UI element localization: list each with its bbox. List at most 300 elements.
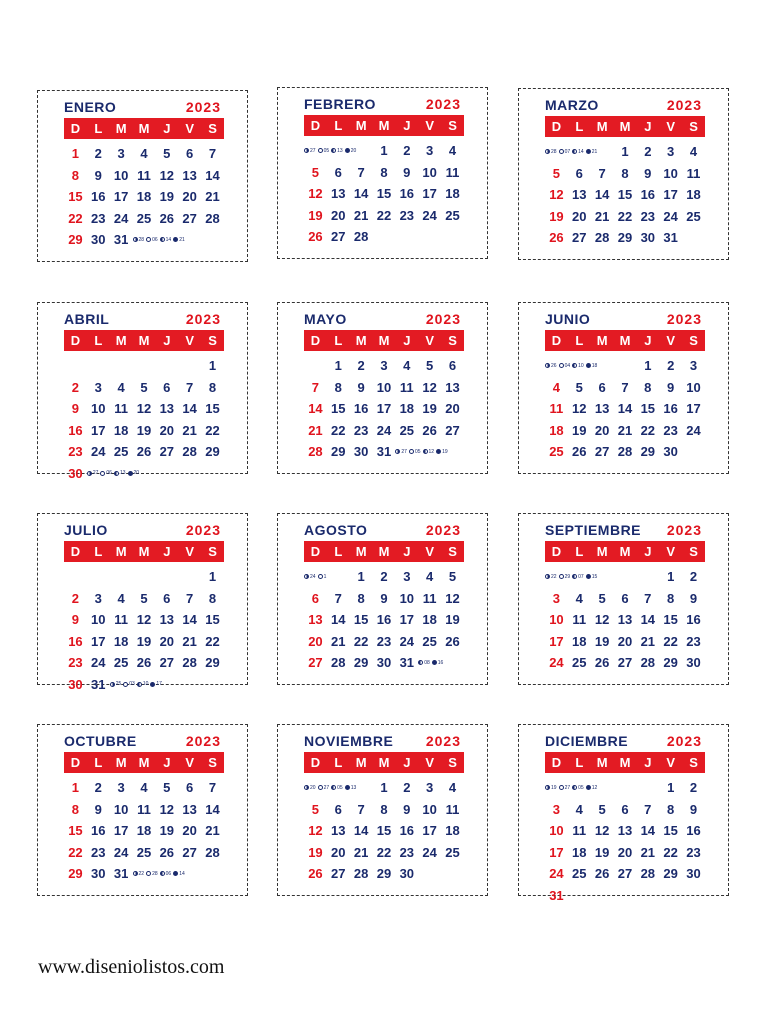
moon-day: 27 bbox=[323, 784, 330, 791]
weekday-label: J bbox=[403, 544, 411, 559]
weekday-label: L bbox=[334, 118, 343, 133]
week-row bbox=[64, 609, 224, 631]
date-cell: 30 bbox=[686, 655, 701, 671]
sunday-date: 29 bbox=[68, 232, 83, 248]
date-cell: 26 bbox=[159, 844, 175, 860]
moon-day: 21 bbox=[591, 148, 598, 155]
moon-phase bbox=[318, 148, 330, 154]
date-cell: 23 bbox=[91, 210, 106, 226]
date-cell: 28 bbox=[640, 866, 656, 882]
sunday-date: 12 bbox=[308, 186, 323, 202]
date-cell: 28 bbox=[182, 655, 197, 671]
date-cell: 22 bbox=[376, 844, 392, 860]
year-label: 2023 bbox=[666, 733, 702, 749]
date-cell: 23 bbox=[353, 422, 369, 438]
weekday-label: S bbox=[448, 333, 457, 348]
date-cell: 22 bbox=[617, 208, 633, 224]
date-cell: 10 bbox=[663, 165, 678, 181]
date-cell: 17 bbox=[376, 401, 392, 417]
week-row bbox=[304, 205, 464, 227]
date-cell: 14 bbox=[205, 167, 220, 183]
new-moon-icon bbox=[432, 660, 437, 665]
date-cell: 26 bbox=[594, 866, 610, 882]
date-cell: 19 bbox=[572, 422, 587, 438]
sunday-date: 10 bbox=[549, 823, 564, 839]
date-cell: 25 bbox=[399, 422, 415, 438]
sunday-date: 31 bbox=[549, 887, 564, 903]
moon-day: 16 bbox=[437, 659, 444, 666]
date-cell: 25 bbox=[572, 866, 587, 882]
moon-phases bbox=[133, 237, 185, 243]
week-row bbox=[545, 609, 705, 631]
date-cell: 27 bbox=[159, 655, 175, 671]
weekday-label: M bbox=[378, 544, 390, 559]
date-cell: 10 bbox=[91, 612, 106, 628]
date-cell: 23 bbox=[640, 208, 656, 224]
week-row bbox=[304, 609, 464, 631]
days-grid bbox=[64, 355, 224, 484]
days-grid bbox=[304, 566, 464, 674]
new-moon-icon bbox=[586, 785, 591, 790]
weekday-header bbox=[545, 541, 705, 562]
sunday-date: 14 bbox=[308, 401, 323, 417]
week-row bbox=[64, 674, 224, 696]
date-cell: 8 bbox=[334, 379, 342, 395]
date-cell: 18 bbox=[136, 189, 152, 205]
date-cell: 7 bbox=[357, 801, 365, 817]
moon-phase bbox=[173, 871, 185, 877]
date-cell: 6 bbox=[163, 590, 171, 606]
sunday-date: 26 bbox=[308, 229, 323, 245]
month-card-octubre bbox=[37, 724, 248, 896]
leading-space bbox=[545, 785, 659, 791]
weekday-label: M bbox=[138, 544, 150, 559]
date-cell: 20 bbox=[617, 844, 633, 860]
weekday-label: L bbox=[94, 333, 103, 348]
moon-day: 19 bbox=[551, 784, 557, 791]
date-cell: 24 bbox=[376, 422, 392, 438]
date-cell: 4 bbox=[140, 780, 148, 796]
date-cell: 11 bbox=[114, 612, 128, 628]
month-card-noviembre bbox=[277, 724, 488, 896]
date-cell: 7 bbox=[644, 801, 652, 817]
date-cell: 14 bbox=[182, 401, 197, 417]
date-cell: 7 bbox=[357, 164, 365, 180]
date-cell: 15 bbox=[331, 401, 346, 417]
date-cell: 6 bbox=[334, 164, 342, 180]
month-name: OCTUBRE bbox=[64, 733, 137, 749]
month-header bbox=[545, 96, 702, 114]
leading-space bbox=[304, 785, 373, 791]
date-cell: 11 bbox=[399, 379, 414, 395]
week-row bbox=[64, 777, 224, 799]
weekday-label: D bbox=[310, 333, 321, 348]
days-grid bbox=[64, 777, 224, 885]
weekday-label: M bbox=[355, 118, 367, 133]
date-cell: 30 bbox=[376, 655, 392, 671]
first-quarter-icon bbox=[545, 574, 550, 579]
week-row bbox=[64, 463, 224, 485]
moon-day: 15 bbox=[591, 573, 598, 580]
date-cell: 14 bbox=[594, 187, 610, 203]
date-cell: 31 bbox=[376, 444, 392, 460]
date-cell: 16 bbox=[353, 401, 369, 417]
moon-phase bbox=[572, 785, 584, 791]
date-cell: 30 bbox=[399, 866, 415, 882]
sunday-date: 9 bbox=[71, 401, 80, 417]
date-cell: 6 bbox=[186, 780, 194, 796]
week-row bbox=[545, 441, 705, 463]
date-cell: 5 bbox=[448, 569, 457, 585]
date-cell: 18 bbox=[136, 823, 152, 839]
date-cell: 8 bbox=[208, 379, 217, 395]
date-cell: 28 bbox=[640, 655, 656, 671]
weekday-label: M bbox=[378, 118, 390, 133]
date-cell: 19 bbox=[594, 633, 610, 649]
date-cell: 23 bbox=[399, 844, 415, 860]
date-cell: 23 bbox=[399, 207, 415, 223]
sunday-date: 22 bbox=[68, 210, 83, 226]
weekday-header bbox=[304, 115, 464, 136]
weekday-label: J bbox=[163, 544, 171, 559]
moon-phase bbox=[114, 470, 126, 476]
date-cell: 8 bbox=[380, 801, 388, 817]
full-moon-icon bbox=[318, 148, 323, 153]
sunday-date: 1 bbox=[71, 780, 80, 796]
sunday-date: 8 bbox=[71, 167, 80, 183]
weekday-label: M bbox=[138, 755, 150, 770]
week-row bbox=[304, 777, 464, 799]
moon-phases bbox=[133, 871, 185, 877]
weekday-label: V bbox=[425, 755, 435, 770]
date-cell: 19 bbox=[136, 633, 152, 649]
weekday-label: D bbox=[551, 755, 562, 770]
date-cell: 5 bbox=[598, 801, 606, 817]
moon-phase bbox=[418, 660, 430, 666]
weekday-label: J bbox=[403, 755, 411, 770]
month-header bbox=[545, 521, 702, 539]
date-cell: 16 bbox=[399, 823, 415, 839]
moon-phase bbox=[133, 871, 145, 877]
date-cell: 14 bbox=[617, 401, 633, 417]
weekday-label: L bbox=[94, 544, 103, 559]
date-cell: 15 bbox=[663, 612, 678, 628]
moon-phase bbox=[395, 449, 407, 455]
new-moon-icon bbox=[586, 363, 591, 368]
sunday-date: 10 bbox=[549, 612, 564, 628]
year-label: 2023 bbox=[425, 311, 461, 327]
date-cell: 7 bbox=[644, 590, 652, 606]
weekday-label: J bbox=[163, 755, 171, 770]
moon-phase bbox=[160, 871, 172, 877]
date-cell: 12 bbox=[159, 801, 175, 817]
date-cell: 20 bbox=[182, 823, 197, 839]
moon-day: 07 bbox=[578, 573, 584, 580]
date-cell: 21 bbox=[331, 633, 346, 649]
month-header bbox=[64, 521, 221, 539]
first-quarter-icon bbox=[133, 237, 138, 242]
date-cell: 2 bbox=[689, 569, 698, 585]
date-cell: 31 bbox=[113, 232, 129, 248]
date-cell: 24 bbox=[422, 207, 437, 223]
weekday-label: S bbox=[208, 544, 217, 559]
year-label: 2023 bbox=[185, 311, 221, 327]
full-moon-icon bbox=[146, 237, 151, 242]
weekday-label: D bbox=[551, 333, 562, 348]
sunday-date: 2 bbox=[71, 379, 80, 395]
sunday-date: 16 bbox=[68, 633, 83, 649]
weekday-header bbox=[304, 330, 464, 351]
date-cell: 15 bbox=[205, 401, 220, 417]
weekday-label: V bbox=[185, 121, 195, 136]
weekday-label: D bbox=[310, 755, 321, 770]
weekday-header bbox=[64, 752, 224, 773]
week-row bbox=[545, 631, 705, 653]
date-cell: 8 bbox=[357, 590, 365, 606]
moon-day: 12 bbox=[591, 784, 598, 791]
moon-day: 13 bbox=[119, 470, 126, 477]
weekday-label: L bbox=[575, 755, 584, 770]
moon-day: 25 bbox=[115, 681, 122, 688]
date-cell: 12 bbox=[445, 590, 460, 606]
moon-phase bbox=[331, 148, 343, 154]
date-cell: 22 bbox=[640, 422, 656, 438]
date-cell: 28 bbox=[331, 655, 346, 671]
date-cell: 7 bbox=[186, 379, 194, 395]
date-cell: 28 bbox=[617, 444, 633, 460]
date-cell: 24 bbox=[113, 844, 129, 860]
last-quarter-icon bbox=[572, 574, 577, 579]
week-row bbox=[64, 820, 224, 842]
date-cell: 9 bbox=[403, 801, 411, 817]
week-row bbox=[545, 777, 705, 799]
date-cell: 12 bbox=[136, 612, 152, 628]
moon-day: 17 bbox=[156, 681, 162, 688]
moon-phase bbox=[331, 785, 343, 791]
date-cell: 2 bbox=[357, 358, 365, 374]
date-cell: 11 bbox=[137, 801, 151, 817]
moon-phases bbox=[395, 449, 447, 455]
weekday-label: J bbox=[403, 118, 411, 133]
moon-day: 27 bbox=[401, 448, 407, 455]
date-cell: 4 bbox=[448, 780, 457, 796]
moon-phase bbox=[146, 871, 158, 877]
month-header bbox=[304, 521, 461, 539]
date-cell: 11 bbox=[572, 823, 587, 839]
weekday-label: S bbox=[208, 333, 217, 348]
full-moon-icon bbox=[559, 363, 564, 368]
sunday-date: 15 bbox=[68, 823, 83, 839]
date-cell: 20 bbox=[572, 208, 587, 224]
date-cell: 5 bbox=[163, 780, 171, 796]
date-cell: 10 bbox=[686, 379, 701, 395]
sunday-date: 25 bbox=[549, 444, 564, 460]
moon-phase bbox=[318, 785, 330, 791]
date-cell: 4 bbox=[575, 801, 583, 817]
date-cell: 17 bbox=[91, 422, 106, 438]
date-cell: 19 bbox=[136, 422, 152, 438]
date-cell: 2 bbox=[380, 569, 388, 585]
first-quarter-icon bbox=[545, 785, 550, 790]
year-label: 2023 bbox=[185, 733, 221, 749]
date-cell: 24 bbox=[91, 655, 106, 671]
leading-space bbox=[304, 574, 350, 580]
date-cell: 25 bbox=[136, 210, 152, 226]
moon-day: 14 bbox=[578, 148, 584, 155]
date-cell: 12 bbox=[159, 167, 175, 183]
moon-phase bbox=[545, 574, 557, 580]
sunday-date: 23 bbox=[68, 655, 83, 671]
days-grid bbox=[545, 566, 705, 674]
date-cell: 3 bbox=[117, 146, 125, 162]
date-cell: 12 bbox=[594, 823, 610, 839]
month-card-diciembre bbox=[518, 724, 729, 903]
year-label: 2023 bbox=[666, 97, 702, 113]
date-cell: 20 bbox=[331, 207, 346, 223]
date-cell: 12 bbox=[594, 612, 610, 628]
moon-phase bbox=[586, 363, 598, 369]
date-cell: 27 bbox=[331, 866, 346, 882]
date-cell: 14 bbox=[182, 612, 197, 628]
week-row bbox=[64, 229, 224, 251]
date-cell: 11 bbox=[137, 167, 151, 183]
date-cell: 27 bbox=[182, 210, 197, 226]
weekday-label: S bbox=[448, 755, 457, 770]
date-cell: 29 bbox=[663, 866, 678, 882]
moon-phase bbox=[432, 660, 444, 666]
moon-phase bbox=[545, 149, 557, 155]
date-cell: 3 bbox=[426, 780, 434, 796]
date-cell: 10 bbox=[376, 379, 392, 395]
first-quarter-icon bbox=[545, 149, 550, 154]
weekday-label: V bbox=[425, 544, 435, 559]
date-cell: 7 bbox=[334, 590, 342, 606]
date-cell: 16 bbox=[91, 189, 106, 205]
month-header bbox=[304, 95, 461, 113]
weekday-label: M bbox=[115, 121, 127, 136]
date-cell: 11 bbox=[686, 165, 701, 181]
moon-phase bbox=[345, 785, 357, 791]
week-row bbox=[304, 420, 464, 442]
date-cell: 1 bbox=[208, 569, 217, 585]
date-cell: 15 bbox=[617, 187, 633, 203]
date-cell: 21 bbox=[353, 207, 369, 223]
date-cell: 10 bbox=[113, 167, 129, 183]
weekday-label: M bbox=[355, 755, 367, 770]
weekday-label: D bbox=[551, 544, 562, 559]
date-cell: 1 bbox=[380, 143, 388, 159]
month-name: ABRIL bbox=[64, 311, 110, 327]
date-cell: 14 bbox=[205, 801, 220, 817]
sunday-date: 29 bbox=[68, 866, 83, 882]
sunday-date: 24 bbox=[549, 866, 564, 882]
week-row bbox=[64, 143, 224, 165]
new-moon-icon bbox=[173, 237, 178, 242]
date-cell: 19 bbox=[159, 823, 175, 839]
new-moon-icon bbox=[436, 449, 441, 454]
date-cell: 3 bbox=[403, 569, 411, 585]
date-cell: 16 bbox=[399, 186, 415, 202]
date-cell: 1 bbox=[667, 569, 675, 585]
month-name: JULIO bbox=[64, 522, 108, 538]
date-cell: 1 bbox=[644, 358, 652, 374]
date-cell: 9 bbox=[667, 379, 675, 395]
date-cell: 4 bbox=[117, 379, 125, 395]
date-cell: 25 bbox=[572, 655, 587, 671]
last-quarter-icon bbox=[572, 363, 577, 368]
sunday-date: 3 bbox=[552, 801, 561, 817]
date-cell: 27 bbox=[617, 655, 633, 671]
week-row bbox=[64, 863, 224, 885]
sunday-date: 11 bbox=[549, 401, 564, 417]
date-cell: 10 bbox=[113, 801, 129, 817]
date-cell: 30 bbox=[91, 232, 106, 248]
date-cell: 18 bbox=[399, 401, 415, 417]
weekday-label: V bbox=[185, 544, 195, 559]
moon-day: 06 bbox=[106, 470, 112, 477]
week-row bbox=[64, 165, 224, 187]
date-cell: 2 bbox=[689, 780, 698, 796]
date-cell: 30 bbox=[353, 444, 369, 460]
weekday-label: S bbox=[208, 121, 217, 136]
date-cell: 6 bbox=[621, 801, 629, 817]
date-cell: 21 bbox=[640, 844, 656, 860]
moon-day: 05 bbox=[578, 784, 584, 791]
moon-day: 04 bbox=[564, 362, 571, 369]
moon-phase bbox=[173, 237, 185, 243]
moon-day: 10 bbox=[578, 362, 584, 369]
date-cell: 10 bbox=[399, 590, 415, 606]
date-cell: 17 bbox=[422, 823, 437, 839]
weekday-label: D bbox=[70, 544, 81, 559]
month-name: SEPTIEMBRE bbox=[545, 522, 642, 538]
date-cell: 13 bbox=[617, 612, 633, 628]
new-moon-icon bbox=[586, 574, 591, 579]
date-cell: 23 bbox=[91, 844, 106, 860]
date-cell: 13 bbox=[182, 801, 197, 817]
moon-phase bbox=[137, 681, 149, 687]
week-row bbox=[64, 566, 224, 588]
date-cell: 6 bbox=[186, 146, 194, 162]
sunday-date: 12 bbox=[308, 823, 323, 839]
date-cell: 15 bbox=[205, 612, 220, 628]
date-cell: 15 bbox=[663, 823, 678, 839]
weekday-label: V bbox=[666, 544, 676, 559]
date-cell: 21 bbox=[617, 422, 633, 438]
moon-phase bbox=[586, 149, 598, 155]
sunday-date: 16 bbox=[68, 422, 83, 438]
date-cell: 4 bbox=[448, 143, 457, 159]
week-row bbox=[545, 885, 705, 907]
weekday-label: D bbox=[70, 333, 81, 348]
moon-phase bbox=[545, 363, 557, 369]
leading-space bbox=[545, 574, 659, 580]
date-cell: 12 bbox=[136, 401, 152, 417]
weekday-label: M bbox=[596, 544, 608, 559]
last-quarter-icon bbox=[160, 871, 165, 876]
sunday-date: 21 bbox=[308, 422, 323, 438]
date-cell: 13 bbox=[617, 823, 633, 839]
month-card-marzo bbox=[518, 88, 729, 260]
date-cell: 16 bbox=[376, 612, 392, 628]
sunday-date: 26 bbox=[549, 230, 564, 246]
full-moon-icon bbox=[559, 574, 564, 579]
moon-phase bbox=[586, 574, 598, 580]
moon-day: 27 bbox=[92, 470, 99, 477]
moon-phase bbox=[559, 574, 571, 580]
weekday-label: J bbox=[163, 121, 171, 136]
weekday-label: M bbox=[596, 755, 608, 770]
